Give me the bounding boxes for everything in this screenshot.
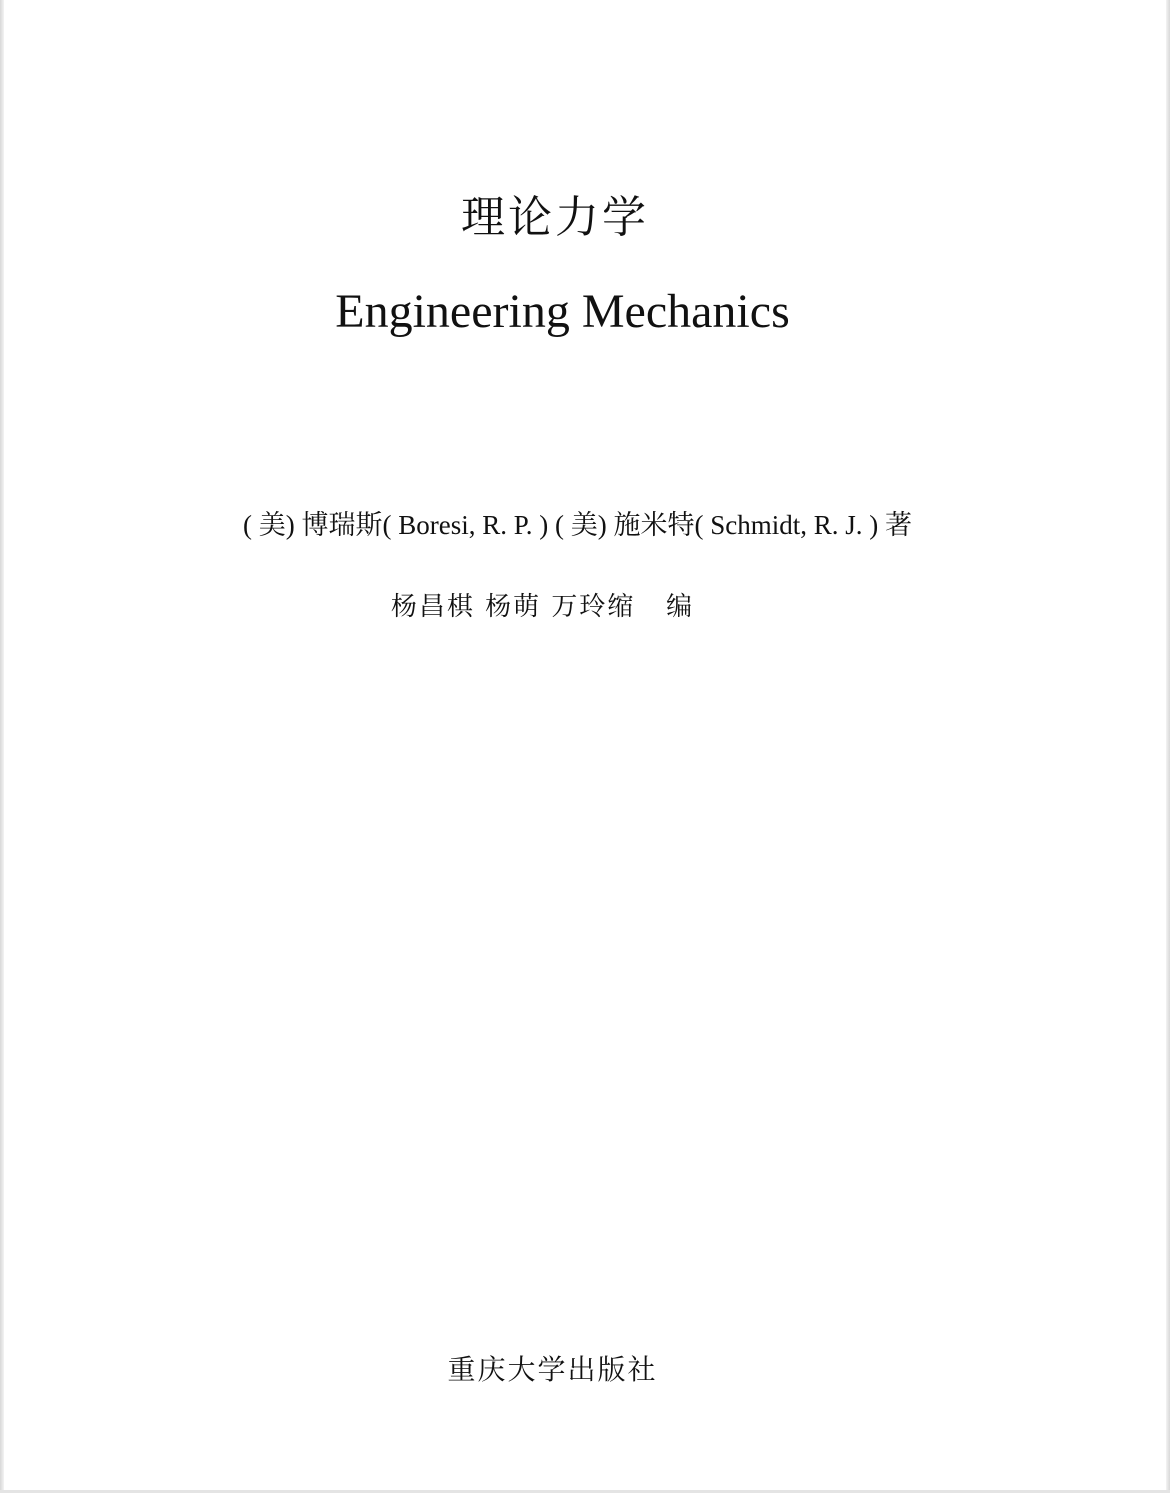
publisher-name: 重庆大学出版社 bbox=[447, 1353, 658, 1386]
book-title-english: Engineering Mechanics bbox=[335, 285, 790, 338]
editors-line: 杨昌棋 杨萌 万玲缩 编 bbox=[390, 592, 695, 622]
authors-line: ( 美) 博瑞斯( Boresi, R. P. ) ( 美) 施米特( Schmidt, R. J. ) 著 bbox=[243, 510, 912, 540]
book-title-chinese: 理论力学 bbox=[461, 192, 649, 243]
page-edge-right bbox=[1166, 0, 1170, 1493]
